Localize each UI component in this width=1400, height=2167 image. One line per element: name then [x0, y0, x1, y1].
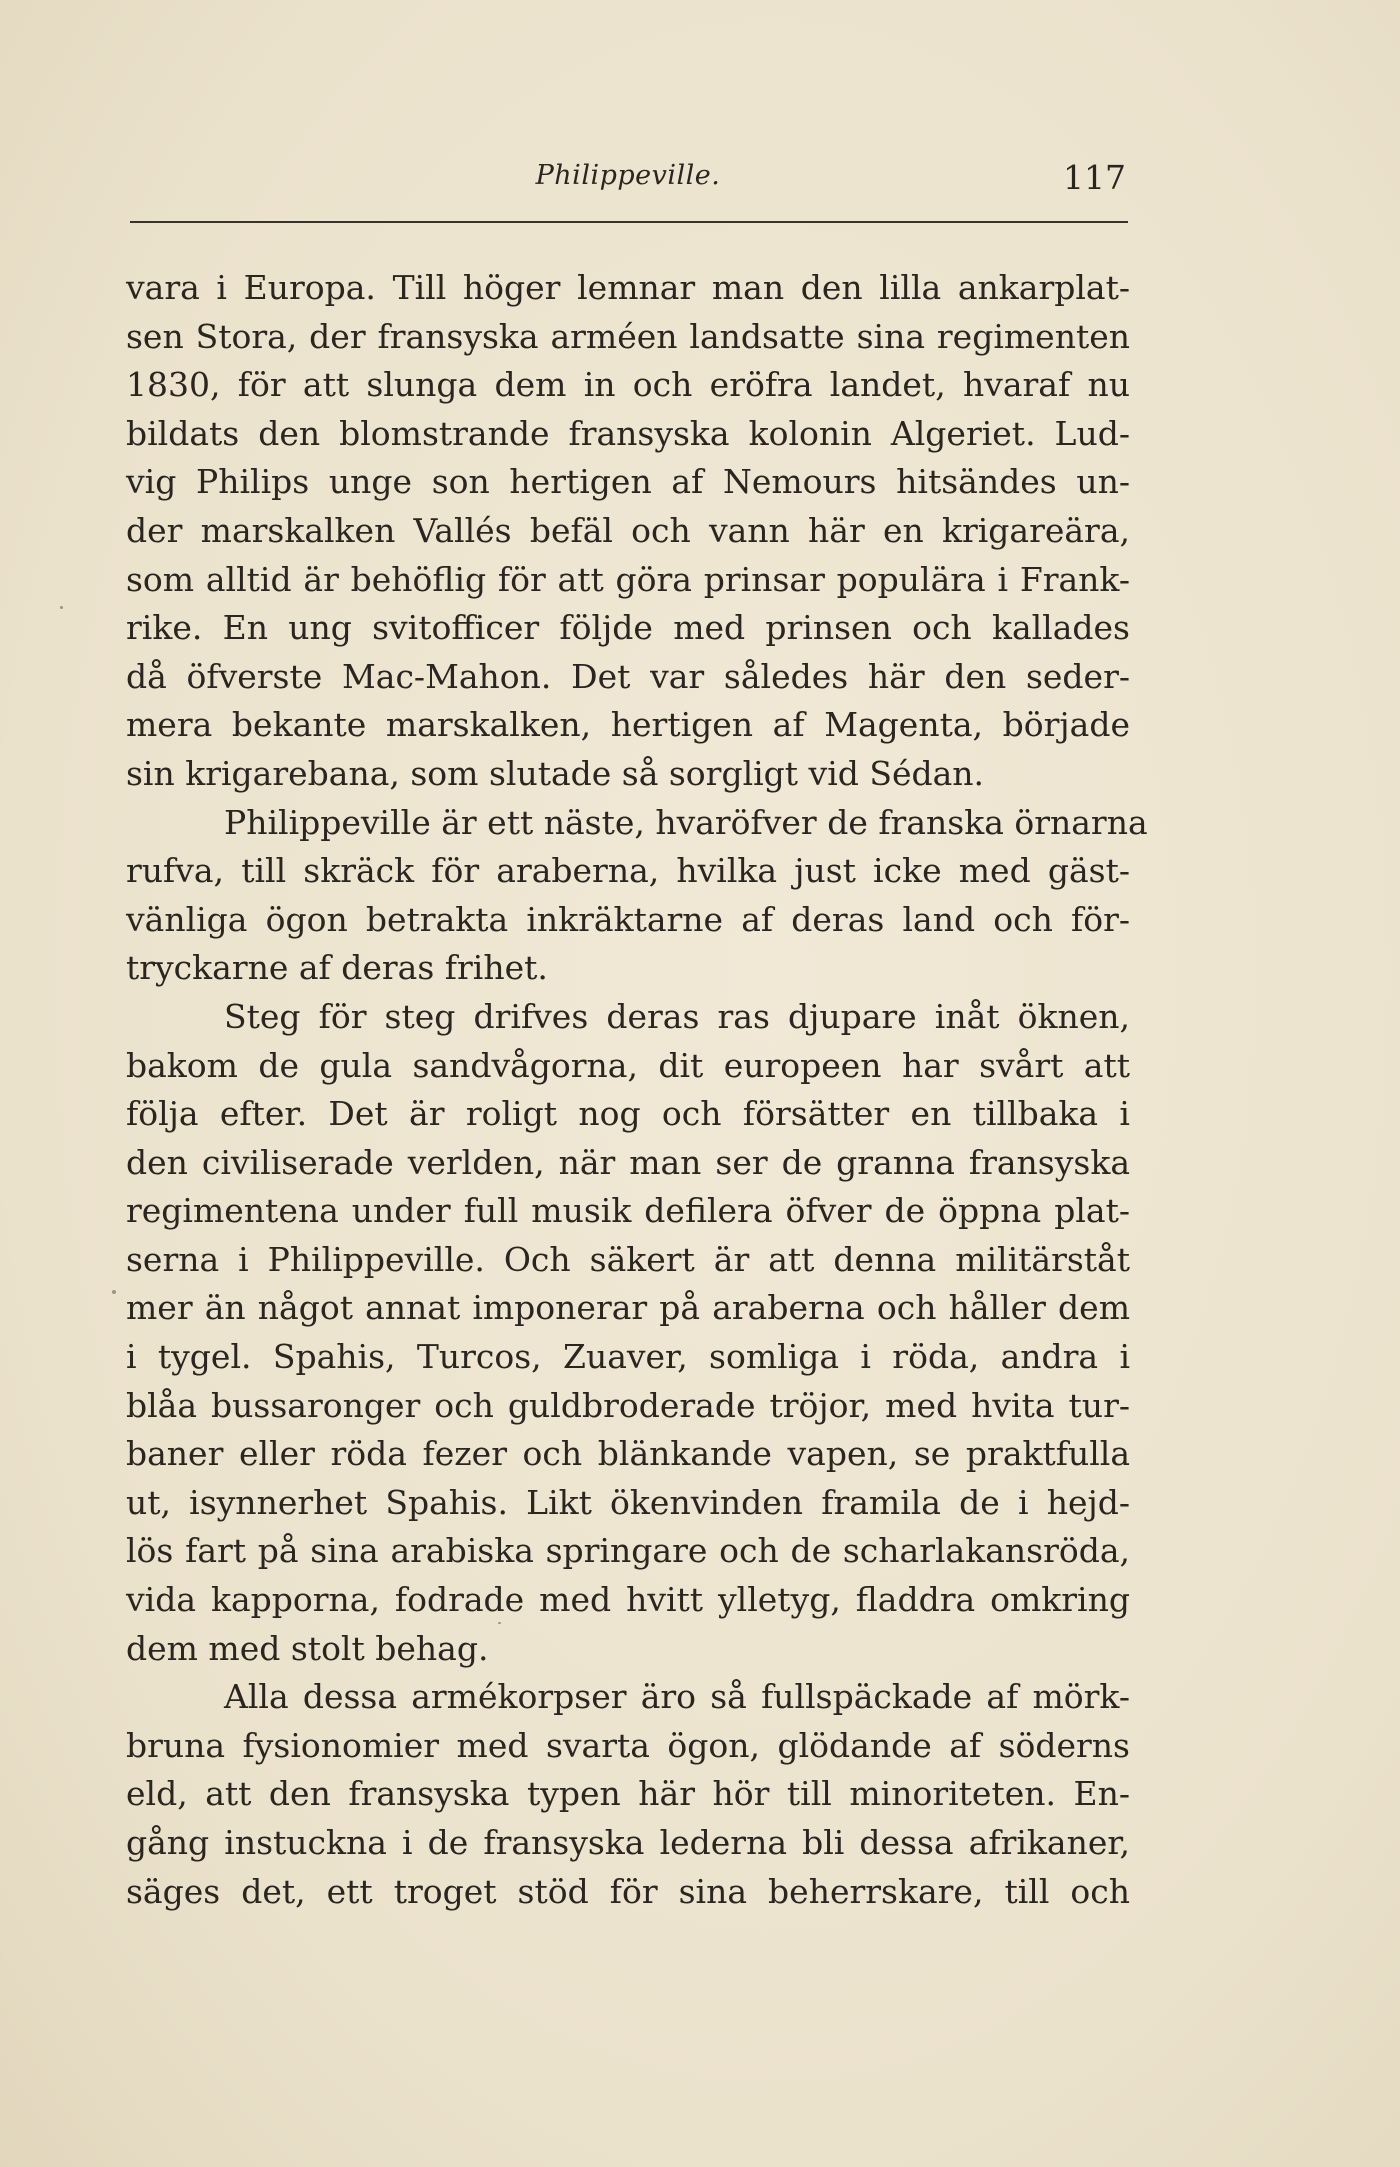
running-title: Philippeville. — [535, 160, 721, 191]
text-line: eld, att den fransyska typen här hör till minoriteten. En- — [126, 1774, 1130, 1814]
text-line: lös fart på sina arabiska springare och de scharlakansröda, — [126, 1531, 1130, 1571]
text-line: vig Philips unge son hertigen af Nemours hitsändes un- — [126, 462, 1130, 502]
page-header — [126, 160, 1130, 210]
page-number: 117 — [1063, 158, 1126, 197]
text-line: 1830, för att slunga dem in och eröfra landet, hvaraf nu — [126, 365, 1130, 405]
text-line: vara i Europa. Till höger lemnar man den lilla ankarplat- — [126, 268, 1130, 307]
text-line: säges det, ett troget stöd för sina beherrskare, till och — [126, 1871, 1130, 1911]
text-line: blåa bussaronger och guldbroderade tröjor, med hvita tur- — [126, 1385, 1130, 1425]
paper-speck — [112, 1290, 116, 1294]
text-line: bakom de gula sandvågorna, dit europeen har svårt att — [126, 1045, 1130, 1085]
paragraph-start: Alla dessa armékorpser äro så fullspäckade af mörk- — [224, 1677, 1130, 1717]
text-line: der marskalken Vallés befäl och vann här en krigareära, — [126, 510, 1130, 550]
header-rule — [130, 221, 1128, 223]
paragraph-start: Steg för steg drifves deras ras djupare inåt öknen, — [224, 996, 1130, 1036]
text-line: gång instuckna i de fransyska lederna bli dessa afrikaner, — [126, 1823, 1130, 1862]
text-line: följa efter. Det är roligt nog och försätter en tillbaka i — [126, 1094, 1130, 1134]
text-line: vida kapporna, fodrade med hvitt ylletyg, fladdra omkring — [126, 1580, 1130, 1620]
paragraph-start: Philippeville är ett näste, hvaröfver de franska örnarna — [224, 802, 1148, 842]
text-line: sen Stora, der fransyska arméen landsatte sina regimenten — [126, 316, 1130, 356]
text-line: dem med stolt behag. — [126, 1628, 489, 1668]
text-line: sin krigarebana, som slutade så sorgligt vid Sédan. — [126, 753, 985, 793]
body-text — [126, 264, 1148, 1916]
text-line: den civiliserade verlden, när man ser de granna fransyska — [126, 1142, 1130, 1182]
text-line: rike. En ung svitofficer följde med prinsen och kallades — [126, 608, 1130, 648]
text-line: regimentena under full musik defilera öfver de öppna plat- — [126, 1191, 1130, 1231]
text-line: bildats den blomstrande fransyska kolonin Algeriet. Lud- — [126, 413, 1130, 453]
text-line: som alltid är behöflig för att göra prinsar populära i Frank- — [126, 559, 1130, 599]
text-line: baner eller röda fezer och blänkande vapen, se praktfulla — [126, 1434, 1130, 1474]
text-line: i tygel. Spahis, Turcos, Zuaver, somliga i röda, andra i — [126, 1337, 1130, 1377]
text-line: mer än något annat imponerar på araberna och håller dem — [126, 1288, 1130, 1328]
paper-speck — [60, 606, 63, 609]
text-line: ut, isynnerhet Spahis. Likt ökenvinden framila de i hejd- — [126, 1482, 1130, 1522]
text-line: vänliga ögon betrakta inkräktarne af deras land och för- — [126, 899, 1130, 939]
text-line: rufva, till skräck för araberna, hvilka just icke med gäst- — [126, 851, 1130, 891]
text-line: mera bekante marskalken, hertigen af Magenta, började — [126, 705, 1130, 745]
text-line: serna i Philippeville. Och säkert är att denna militärståt — [126, 1239, 1130, 1279]
paper-speck — [498, 1622, 501, 1624]
text-line: bruna fysionomier med svarta ögon, glödande af söderns — [126, 1725, 1130, 1765]
text-line: då öfverste Mac-Mahon. Det var således här den seder- — [126, 656, 1130, 696]
text-line: tryckarne af deras frihet. — [126, 948, 548, 988]
